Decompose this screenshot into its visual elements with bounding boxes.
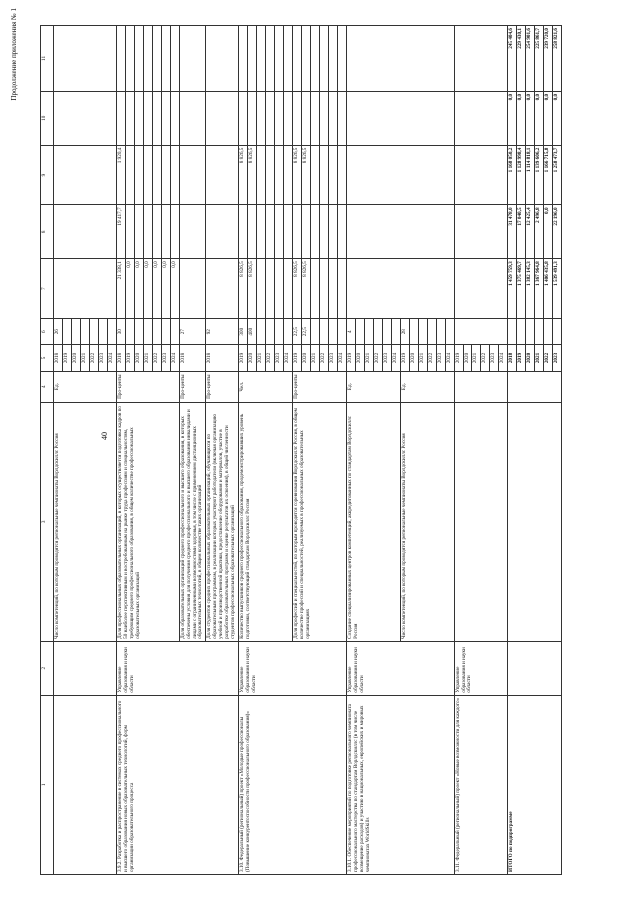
- indicator-cell: Число компетенций, по которым проводятся региональные чемпионаты Ворлдскиллс Россия: [400, 402, 454, 641]
- table-row: 2021: [472, 26, 481, 875]
- total-row: ИТОГО по подпрограмме 2018 1 459 759,3 31 478,0 1 168 050,2 0,0 245 404,6: [508, 26, 517, 875]
- indicator-cell: Число компетенций, по которым проводятся региональные чемпионаты Ворлдскиллс Россия: [54, 402, 117, 641]
- measure-name: 3.11. Федеральный (региональный) проект «Новые возможности для каждого»: [454, 695, 508, 874]
- table-row: 2021 0,0: [143, 26, 152, 875]
- executor: Управление образования и науки области: [239, 641, 347, 695]
- table-row: 2023: [275, 26, 284, 875]
- table-row: 2023: [490, 26, 499, 875]
- table-row: 2022: [89, 26, 98, 875]
- table-row: 2023: [436, 26, 445, 875]
- table-row: Число компетенций, по которым проводятся региональные чемпионаты Ворлдскиллс Россия Ед. 2019 28: [400, 26, 409, 875]
- indicator-cell: Доля образовательных организаций среднего профессионального и высшего образования, в которых обеспечены условия для получения среднего профессионального и высшего образования инвалидами и лицами с ограниченными возможностями здоровья, в том числе с применением дистанционных образовательных технологий, в общем количестве таких организаций: [179, 402, 206, 641]
- unit-cell: Ед.: [346, 371, 400, 402]
- total-row: 2019 1 375 469,7 17 040,5 1 128 998,4 0,0 229 430,1: [517, 26, 526, 875]
- unit-cell: Про-центы: [116, 371, 179, 402]
- table-row: 2021: [418, 26, 427, 875]
- table-row: 2021: [80, 26, 89, 875]
- executor: Управление образования и науки области: [116, 641, 239, 695]
- table-row: 2023 0,0: [161, 26, 170, 875]
- table-row: 2020 400 8 826,5 8 826,5: [248, 26, 257, 875]
- table-row: 2019: [62, 26, 71, 875]
- unit-cell: Чел.: [239, 371, 293, 402]
- table-row: 2020 22,5 8 826,5 8 826,5: [302, 26, 311, 875]
- unit-cell: Про-центы: [179, 371, 206, 402]
- appendix-note: Продолжение приложения № 1: [10, 8, 18, 101]
- unit-cell: Про-центы: [206, 371, 239, 402]
- table-row: Доля образовательных организаций среднего профессионального и высшего образования, в которых обеспечены условия для получения среднего профессионального и высшего образования инвалидами и лицами с ограниченными возможностями здоровья, в том числе с применением дистанционных образовательных технологий, в общем количестве таких организаций Про-центы 2018 27: [179, 26, 206, 875]
- table-row: 3.11. Федеральный (региональный) проект «Новые возможности для каждого» Управление образования и науки области 2019: [454, 26, 463, 875]
- table-row: 2024: [107, 26, 116, 875]
- unit-cell: Про-центы: [293, 371, 347, 402]
- total-row: 2021 1 367 964,8 2 496,8 1 139 606,2 0,0 225 861,7: [535, 26, 544, 875]
- total-row: 2020 1 382 145,3 12 425,4 1 114 818,1 0,0 254 901,6: [526, 26, 535, 875]
- table-row: 3.10. Федеральный (региональный) проект «Молодые профессионалы (Повышение конкурентоспособности профессионального образования)» Управление образования и науки области Количество выпускников среднего профессионального образования, продемонстрировавших уровень подготовки, соответствующий стандартам Ворлдскиллс Россия Чел. 2019 300 8 826,5 8 826,5: [239, 26, 248, 875]
- total-row: 2022 1 406 435,8 0,0 1 166 715,8 0,0 239 720,0: [544, 26, 553, 875]
- table-row: Число компетенций, по которым проводятся региональные чемпионаты Ворлдскиллс Россия Ед. 2018 26: [54, 26, 63, 875]
- table-row: 2024: [284, 26, 293, 875]
- table-row: 2020: [463, 26, 472, 875]
- unit-cell: Ед.: [400, 371, 454, 402]
- page-number: 40: [100, 432, 109, 440]
- table-row: 2020: [71, 26, 80, 875]
- table-row: 2021: [364, 26, 373, 875]
- table-row: 2021: [257, 26, 266, 875]
- table-row: 2020: [355, 26, 364, 875]
- table-row: 2024: [499, 26, 508, 875]
- table-row: 2021: [311, 26, 320, 875]
- table-body: [54, 26, 562, 875]
- table-row: Доля студентов средних профессиональных образовательных организаций, обучающихся по образовательным программам, в реализации которых участвуют работодатели (включая организацию учебной и производственной практики, предоставление оборудования и материалов, участие в разработке образовательных программ и оценке результатов их освоения), в общей численности студентов профессиональных образовательных организаций Про-центы 2018 92: [206, 26, 239, 875]
- measure-name: 3.10.1. Обеспечение мероприятий по подготовке регионального чемпионата профессионального мастерства по стандартам Ворлдскиллс (в том числе возмещение расходов) и участию в национальных, европейских и мировых чемпионатах WorldSkills: [346, 695, 454, 874]
- table-row: 2024: [391, 26, 400, 875]
- program-table: [40, 25, 562, 875]
- table-row: Доля профессий и специальностей, по которым проводятся соревнования Ворлдскиллс Россия, в общем количестве профессий и специальностей, реализуемых в профессиональных образовательных организациях Про-центы 2019 22,5 8 826,5 8 826,5: [293, 26, 302, 875]
- table-row: 2022: [266, 26, 275, 875]
- table-row: 2023: [382, 26, 391, 875]
- table-row: 2023: [98, 26, 107, 875]
- indicator-cell: Доля профессиональных образовательных организаций, в которых осуществляется подготовка кадров по 50 наиболее перспективным и востребованным на рынке труда профессиям и специальностям, требующим среднего профессионального образования, в общем количестве профессиональных образовательных организаций: [116, 402, 179, 641]
- total-row: 2023 1 539 491,3 22 196,0 1 258 473,7 0,0 258 821,6: [553, 26, 562, 875]
- table-row: 2024: [337, 26, 346, 875]
- executor: Управление образования и науки области: [454, 641, 508, 695]
- table-row: 2024: [445, 26, 454, 875]
- table-row: 2019 0,0: [125, 26, 134, 875]
- measure-name: 3.9.2. Разработка и распространение в системах среднего профессионального и высшего образования новых образовательных технологий, форм организации образовательного процесса: [116, 695, 239, 874]
- table-row: 2022: [320, 26, 329, 875]
- executor: Управление образования и науки области: [346, 641, 454, 695]
- column-number-row: 1 2 3 4 5 6 7 8 9 10 11: [41, 26, 54, 875]
- indicator-cell: Доля студентов средних профессиональных образовательных организаций, обучающихся по образовательным программам, в реализации которых участвуют работодатели (включая организацию учебной и производственной практики, предоставление оборудования и материалов, участие в разработке образовательных программ и оценке результатов их освоения), в общей численности студентов профессиональных образовательных организаций: [206, 402, 239, 641]
- table-row: 2022 0,0: [152, 26, 161, 875]
- indicator-cell: Создание специализированных центров компетенций, аккредитованных по стандартам Ворлдскиллс Россия: [346, 402, 400, 641]
- table-row: 2024 0,0: [170, 26, 179, 875]
- table-row: 2020 0,0: [134, 26, 143, 875]
- table-row: 2022: [481, 26, 490, 875]
- table-row: 2022: [427, 26, 436, 875]
- indicator-cell: Доля профессий и специальностей, по которым проводятся соревнования Ворлдскиллс Россия, в общем количестве профессий и специальностей, реализуемых в профессиональных образовательных организациях: [293, 402, 347, 641]
- indicator-cell: Количество выпускников среднего профессионального образования, продемонстрировавших уровень подготовки, соответствующий стандартам Ворлдскиллс Россия: [239, 402, 293, 641]
- total-label: ИТОГО по подпрограмме: [508, 695, 562, 874]
- table-row: 3.9.2. Разработка и распространение в системах среднего профессионального и высшего образования новых образовательных технологий, форм организации образовательного процесса Управление образования и науки области Доля профессиональных образовательных организаций, в которых осуществляется подготовка кадров по 50 наиболее перспективным и востребованным на рынке труда профессиям и специальностям, требующим среднего профессионального образования, в общем количестве профессиональных образовательных организаций Про-центы 2018 30 21 338,1 19 417,7 1 920,4: [116, 26, 125, 875]
- table-row: 2020: [409, 26, 418, 875]
- measure-name: 3.10. Федеральный (региональный) проект «Молодые профессионалы (Повышение конкурентоспособности профессионального образования)»: [239, 695, 347, 874]
- table-row: 3.10.1. Обеспечение мероприятий по подготовке регионального чемпионата профессионального мастерства по стандартам Ворлдскиллс (в том числе возмещение расходов) и участию в национальных, европейских и мировых чемпионатах WorldSkills Управление образования и науки области Создание специализированных центров компетенций, аккредитованных по стандартам Ворлдскиллс Россия Ед. 2019 4: [346, 26, 355, 875]
- unit-cell: Ед.: [54, 371, 117, 402]
- table-row: 2023: [328, 26, 337, 875]
- table-row: 2022: [373, 26, 382, 875]
